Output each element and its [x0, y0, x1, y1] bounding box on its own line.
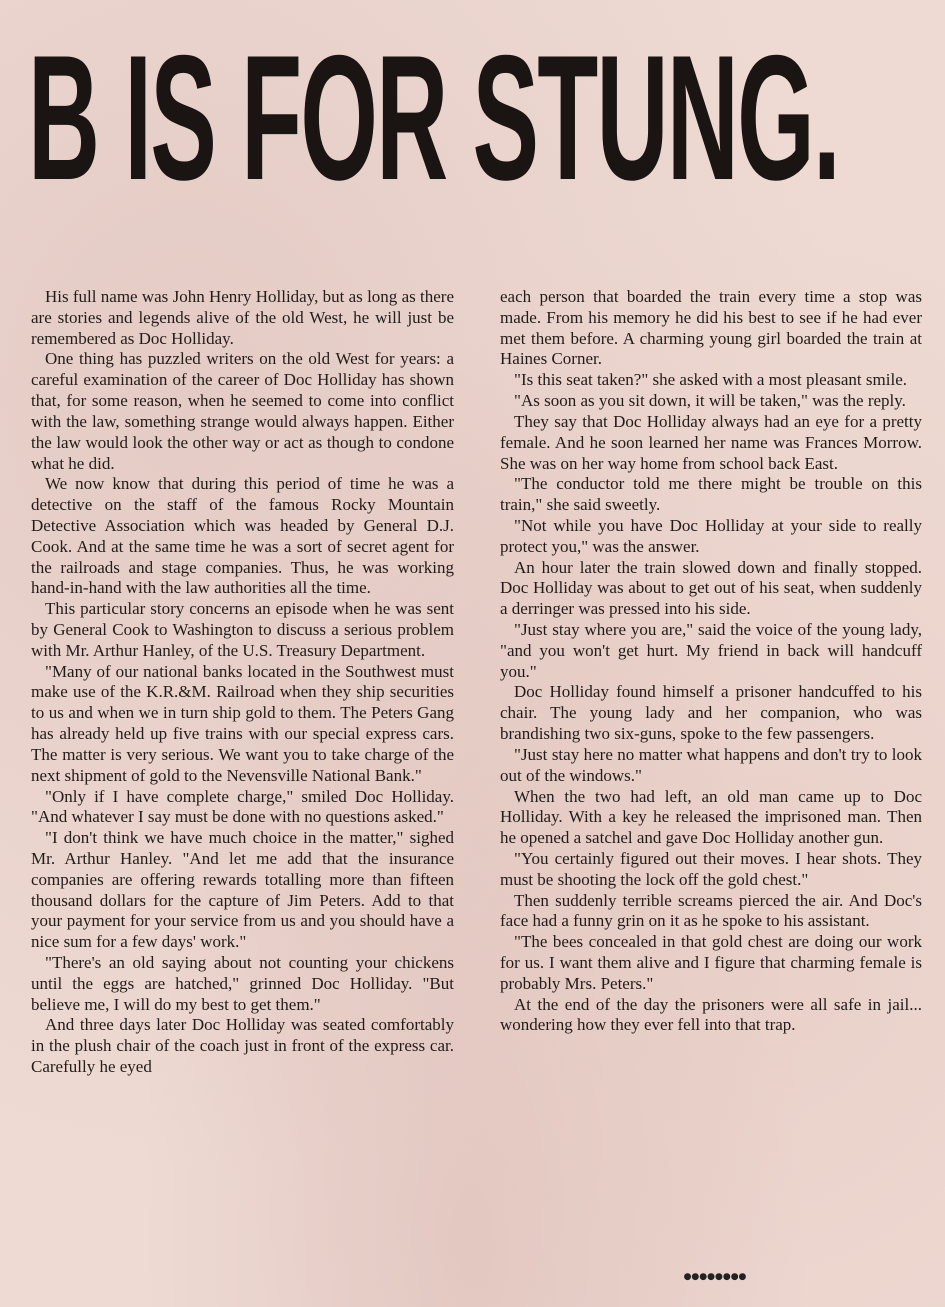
paragraph: We now know that during this period of time he was a detective on the staff of the famous Rocky Mountain Detective Association which was headed by General D.J. Cook. And at the same time he was a sort of secret agent for the railroads and stage companies. Thus, he was working hand-in-hand with the law authorities all the time.: [31, 474, 454, 598]
paragraph: "I don't think we have much choice in the matter," sighed Mr. Arthur Hanley. "And let me add that the insurance companies are offering rewards totalling more than fifteen thousand dollars for the capture of Jim Peters. Add to that your payment for your service from us and you should have a nice sum for a few days' work.": [31, 828, 454, 952]
paragraph: At the end of the day the prisoners were all safe in jail... wondering how they ever fell into that trap.: [500, 994, 922, 1035]
paragraph: "As soon as you sit down, it will be taken," was the reply.: [514, 391, 906, 411]
paragraph: "The conductor told me there might be trouble on this train," she said sweetly.: [500, 474, 922, 515]
paragraph: "Just stay here no matter what happens and don't try to look out of the windows.": [500, 744, 922, 785]
paragraph: "Many of our national banks located in the Southwest must make use of the K.R.&M. Railroad when they ship securities to us and when we in turn ship gold to them. The Peters Gang has already held up five trains with our special express cars. The matter is very serious. We want you to take charge of the next shipment of gold to the Nevensville National Bank.": [31, 661, 454, 785]
right-column: [500, 287, 922, 1287]
paragraph: "Is this seat taken?" she asked with a most pleasant smile.: [514, 370, 907, 390]
paragraph: "The bees concealed in that gold chest are doing our work for us. I want them alive and I figure that charming female is probably Mrs. Peters.": [500, 932, 922, 993]
paragraph: Doc Holliday found himself a prisoner handcuffed to his chair. The young lady and her companion, who was brandishing two six-guns, spoke to the few passengers.: [500, 682, 922, 744]
paragraph: Then suddenly terrible screams pierced the air. And Doc's face had a funny grin on it as he spoke to his assistant.: [500, 890, 922, 931]
paragraph: This particular story concerns an episode when he was sent by General Cook to Washington to discuss a serious problem with Mr. Arthur Hanley, of the U.S. Treasury Department.: [31, 599, 454, 660]
paragraph-continued: each person that boarded the train every time a stop was made. From his memory he did his best to see if he had ever met them before. A charming young girl boarded the train at Haines Corner.: [500, 287, 922, 369]
paragraph: "You certainly figured out their moves. I hear shots. They must be shooting the lock off the gold chest.": [500, 848, 922, 889]
paragraph: When the two had left, an old man came up to Doc Holliday. With a key he released the imprisoned man. Then he opened a satchel and gave Doc Holliday another gun.: [500, 786, 922, 848]
end-of-story-mark: ●●●●●●●●: [683, 1272, 747, 1282]
paragraph: His full name was John Henry Holliday, but as long as there are stories and legends alive of the old West, he will just be remembered as Doc Holliday.: [31, 287, 454, 348]
paragraph: They say that Doc Holliday always had an eye for a pretty female. And he soon learned her name was Frances Morrow. She was on her way home from school back East.: [500, 411, 922, 473]
paragraph: "Just stay where you are," said the voice of the young lady, "and you won't get hurt. My friend in back will handcuff you.": [500, 620, 922, 681]
paragraph: And three days later Doc Holliday was seated comfortably in the plush chair of the coach just in front of the express car. Carefully he eyed: [31, 1015, 454, 1077]
story-title: B IS FOR STUNG.: [28, 18, 840, 217]
paragraph: An hour later the train slowed down and finally stopped. Doc Holliday was about to get out of his seat, when suddenly a derringer was pressed into his side.: [500, 557, 922, 619]
paragraph: "Only if I have complete charge," smiled Doc Holliday. "And whatever I say must be done with no questions asked.": [31, 786, 454, 827]
paragraph: One thing has puzzled writers on the old West for years: a careful examination of the career of Doc Holliday has shown that, for some reason, when he seemed to come into conflict with the law, something strange would always happen. Either the law would look the other way or act as though to condone what he did.: [31, 349, 454, 473]
paragraph: "Not while you have Doc Holliday at your side to really protect you," was the answer.: [500, 515, 922, 556]
left-column: [31, 287, 454, 1287]
paragraph: "There's an old saying about not counting your chickens until the eggs are hatched," grinned Doc Holliday. "But believe me, I will do my best to get them.": [31, 953, 454, 1014]
